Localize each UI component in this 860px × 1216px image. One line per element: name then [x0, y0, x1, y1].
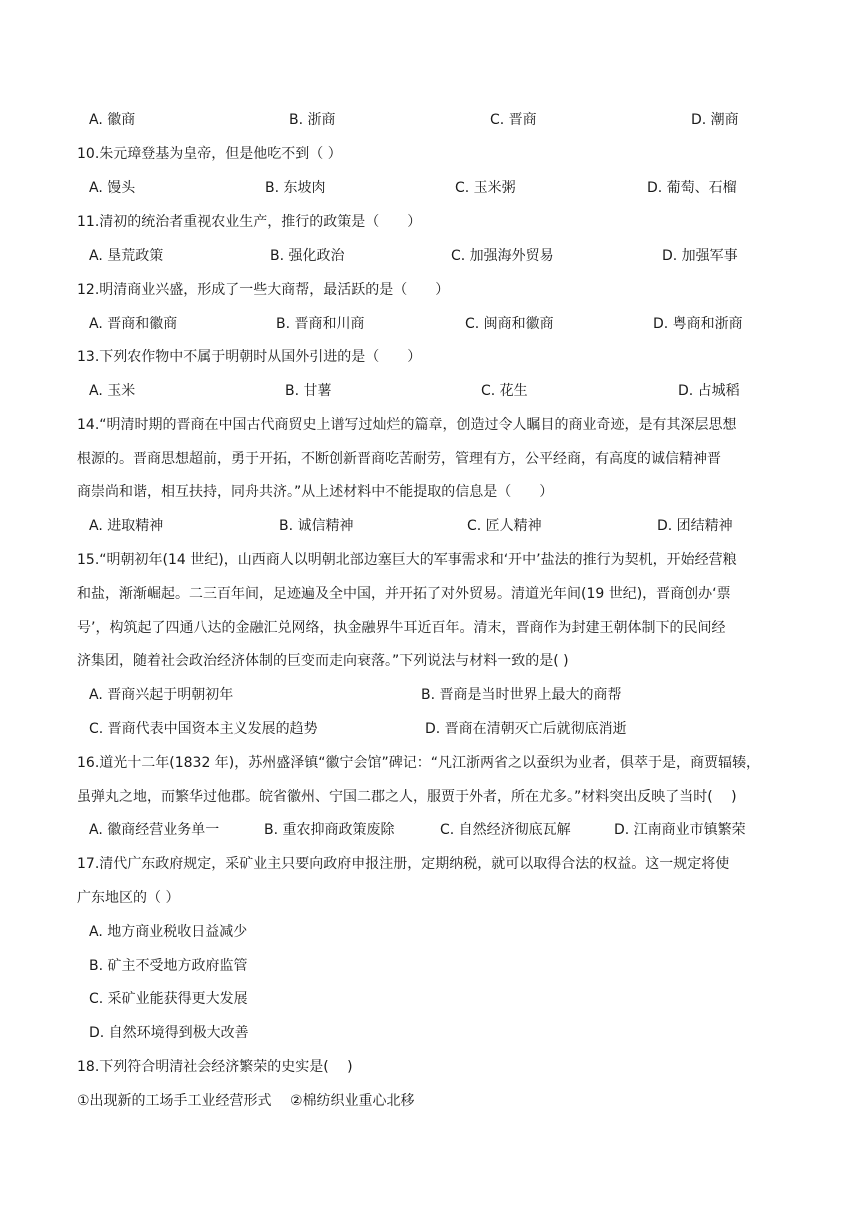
q15-option-d: D. 晋商在清朝灭亡后就彻底消逝 [425, 721, 627, 737]
q14-option-a: A. 进取精神 [89, 518, 164, 534]
q15-options-row-2 [77, 718, 800, 740]
q13-option-d: D. 占城稻 [678, 383, 740, 399]
q15-stem-line-4: 济集团，随着社会政治经济体制的巨变而走向衰落。”下列说法与材料一致的是( ) [77, 653, 569, 669]
q15-options-row-1 [77, 684, 800, 706]
q13-option-a: A. 玉米 [89, 383, 136, 399]
q10-option-b: B. 东坡肉 [265, 180, 326, 196]
q12-option-c: C. 闽商和徽商 [465, 316, 554, 332]
q10-options [77, 177, 800, 199]
q9-option-b: B. 浙商 [289, 112, 336, 128]
q15-stem-line-1: 15.“明朝初年(14 世纪)，山西商人以明朝北部边塞巨大的军事需求和‘开中’盐法的推行为契机，开始经营粮 [77, 552, 737, 568]
q13-option-b: B. 甘薯 [285, 383, 332, 399]
q17-option-a-text: A. 地方商业税收日益减少 [89, 924, 248, 940]
q11-option-d: D. 加强军事 [662, 248, 738, 264]
q13-stem: 13.下列农作物中不属于明朝时从国外引进的是（ ） [77, 349, 422, 365]
q12-option-a: A. 晋商和徽商 [89, 316, 178, 332]
q16-option-c: C. 自然经济彻底瓦解 [440, 822, 571, 838]
q14-options [77, 515, 800, 537]
q14-option-d: D. 团结精神 [657, 518, 733, 534]
q17-option-c [77, 988, 800, 1010]
q12-options [77, 313, 800, 335]
q10-stem: 10.朱元璋登基为皇帝，但是他吃不到（ ） [77, 146, 342, 162]
q17-stem-line-2: 广东地区的（ ） [77, 890, 180, 906]
q16-option-b: B. 重农抑商政策废除 [264, 822, 395, 838]
q14-stem-line-1: 14.“明清时期的晋商在中国古代商贸史上谱写过灿烂的篇章，创造过令人瞩目的商业奇迹，是有其深层思想 [77, 417, 737, 433]
q11-option-b: B. 强化政治 [270, 248, 345, 264]
q14-stem-line-3: 商崇尚和谐，相互扶持，同舟共济。”从上述材料中不能提取的信息是（ ） [77, 484, 554, 500]
q17-option-b [77, 955, 800, 977]
q10-option-d: D. 葡萄、石榴 [647, 180, 737, 196]
q11-option-c: C. 加强海外贸易 [451, 248, 554, 264]
q11-option-a: A. 垦荒政策 [89, 248, 164, 264]
q15-option-b: B. 晋商是当时世界上最大的商帮 [421, 687, 622, 703]
q9-options [77, 109, 800, 131]
q18-item-line: ①出现新的工场手工业经营形式 ②棉纺织业重心北移 [77, 1093, 415, 1109]
q9-option-d: D. 潮商 [691, 112, 739, 128]
q11-options [77, 245, 800, 267]
q18-stem: 18.下列符合明清社会经济繁荣的史实是( ) [77, 1059, 353, 1075]
q16-stem-line-2: 虽弹丸之地，而繁华过他郡。皖省徽州、宁国二郡之人，服贾于外者，所在尤多。”材料突出反映了当时( ) [77, 789, 737, 805]
q10-option-c: C. 玉米粥 [455, 180, 516, 196]
q13-option-c: C. 花生 [481, 383, 528, 399]
q9-option-a: A. 徽商 [89, 112, 136, 128]
q12-stem: 12.明清商业兴盛，形成了一些大商帮，最活跃的是（ ） [77, 282, 450, 298]
q9-option-c: C. 晋商 [490, 112, 537, 128]
q11-stem: 11.清初的统治者重视农业生产，推行的政策是（ ） [77, 214, 422, 230]
q14-option-b: B. 诚信精神 [279, 518, 354, 534]
q15-option-a: A. 晋商兴起于明朝初年 [89, 687, 234, 703]
q16-stem-line-1: 16.道光十二年(1832 年)，苏州盛泽镇“徽宁会馆”碑记：“凡江浙两省之以蚕织为业者，俱萃于是，商贾辐辏， [77, 755, 761, 771]
q16-options [77, 819, 800, 841]
q14-option-c: C. 匠人精神 [467, 518, 542, 534]
q16-option-d: D. 江南商业市镇繁荣 [614, 822, 746, 838]
q10-option-a: A. 馒头 [89, 180, 136, 196]
q17-option-d [77, 1022, 800, 1044]
q15-stem-line-2: 和盐，渐渐崛起。二三百年间，足迹遍及全中国，并开拓了对外贸易。清道光年间(19 世纪)，晋商创办‘票 [77, 586, 731, 602]
q17-stem-line-1: 17.清代广东政府规定，采矿业主只要向政府申报注册，定期纳税，就可以取得合法的权益。这一规定将使 [77, 856, 730, 872]
q14-stem-line-2: 根源的。晋商思想超前，勇于开拓，不断创新晋商吃苦耐劳，管理有方，公平经商，有高度的诚信精神晋 [77, 451, 721, 467]
q17-option-d-text: D. 自然环境得到极大改善 [89, 1025, 249, 1041]
q17-option-b-text: B. 矿主不受地方政府监管 [89, 958, 248, 974]
q16-option-a: A. 徽商经营业务单一 [89, 822, 220, 838]
q12-option-d: D. 粤商和浙商 [653, 316, 743, 332]
q17-option-a [77, 921, 800, 943]
q13-options [77, 380, 800, 402]
q12-option-b: B. 晋商和川商 [276, 316, 365, 332]
q15-option-c: C. 晋商代表中国资本主义发展的趋势 [89, 721, 318, 737]
q17-option-c-text: C. 采矿业能获得更大发展 [89, 991, 248, 1007]
q15-stem-line-3: 号’，构筑起了四通八达的金融汇兑网络，执金融界牛耳近百年。清末，晋商作为封建王朝体制下的民间经 [77, 620, 726, 636]
